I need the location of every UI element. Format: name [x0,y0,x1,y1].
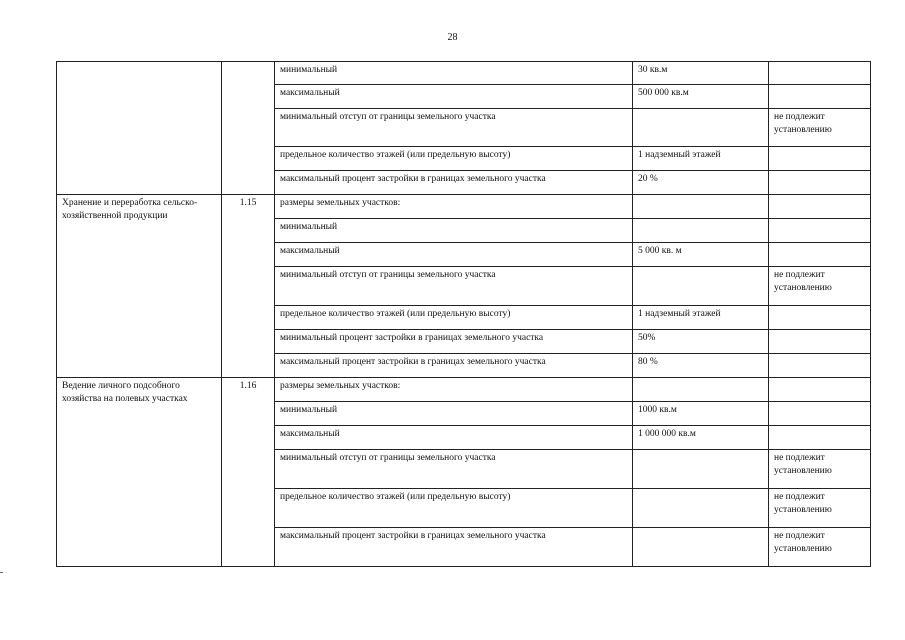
note-cell [769,426,871,450]
note-cell [769,402,871,426]
note-cell [769,171,871,195]
note-cell: не подлежит установлению [769,528,871,567]
value-cell: 1 надземный этажей [633,147,769,171]
parameter-cell: минимальный [275,402,633,426]
parameter-cell: минимальный отступ от границы земельного участка [275,450,633,489]
table-row [57,378,871,402]
table-row [57,195,871,219]
parameter-cell: максимальный процент застройки в границах земельного участка [275,354,633,378]
land-use-regulations-table [56,61,871,567]
note-cell: не подлежит установлению [769,450,871,489]
land-use-name-cell: Хранение и переработка сельско-хозяйственной продукции [57,195,222,378]
value-cell: 1000 кв.м [633,402,769,426]
value-cell: 1 000 000 кв.м [633,426,769,450]
note-cell [769,219,871,243]
value-cell: 50% [633,330,769,354]
value-cell: 80 % [633,354,769,378]
parameter-cell: максимальный процент застройки в границах земельного участка [275,528,633,567]
parameter-cell: максимальный [275,85,633,109]
parameter-cell: минимальный [275,62,633,85]
note-cell [769,85,871,109]
value-cell: 20 % [633,171,769,195]
parameter-cell: предельное количество этажей (или предельную высоту) [275,489,633,528]
parameter-cell: минимальный отступ от границы земельного участка [275,109,633,147]
parameter-cell: максимальный [275,243,633,267]
value-cell: 1 надземный этажей [633,306,769,330]
parameter-cell: максимальный [275,426,633,450]
value-cell [633,528,769,567]
value-cell [633,219,769,243]
parameter-cell: размеры земельных участков: [275,195,633,219]
land-use-code-cell: 1.16 [222,378,275,567]
land-use-code-cell [222,62,275,195]
parameter-cell: минимальный процент застройки в границах земельного участка [275,330,633,354]
page-number: 28 [447,32,458,43]
value-cell [633,489,769,528]
land-use-name-cell [57,62,222,195]
note-cell: не подлежит установлению [769,267,871,306]
value-cell: 5 000 кв. м [633,243,769,267]
value-cell: 500 000 кв.м [633,85,769,109]
note-cell [769,243,871,267]
note-cell [769,195,871,219]
note-cell [769,354,871,378]
parameter-cell: минимальный [275,219,633,243]
parameter-cell: предельное количество этажей (или предельную высоту) [275,147,633,171]
land-use-name-cell: Ведение личного подсобного хозяйства на полевых участках [57,378,222,567]
value-cell [633,109,769,147]
note-cell [769,378,871,402]
land-use-code-cell: 1.15 [222,195,275,378]
value-cell [633,378,769,402]
parameter-cell: минимальный отступ от границы земельного участка [275,267,633,306]
note-cell [769,330,871,354]
value-cell: 30 кв.м [633,62,769,85]
note-cell: не подлежит установлению [769,109,871,147]
scan-edge-mark [0,572,3,573]
value-cell [633,195,769,219]
value-cell [633,450,769,489]
note-cell [769,62,871,85]
table-row [57,62,871,85]
parameter-cell: предельное количество этажей (или предельную высоту) [275,306,633,330]
note-cell [769,147,871,171]
parameter-cell: максимальный процент застройки в границах земельного участка [275,171,633,195]
value-cell [633,267,769,306]
parameter-cell: размеры земельных участков: [275,378,633,402]
note-cell [769,306,871,330]
note-cell: не подлежит установлению [769,489,871,528]
